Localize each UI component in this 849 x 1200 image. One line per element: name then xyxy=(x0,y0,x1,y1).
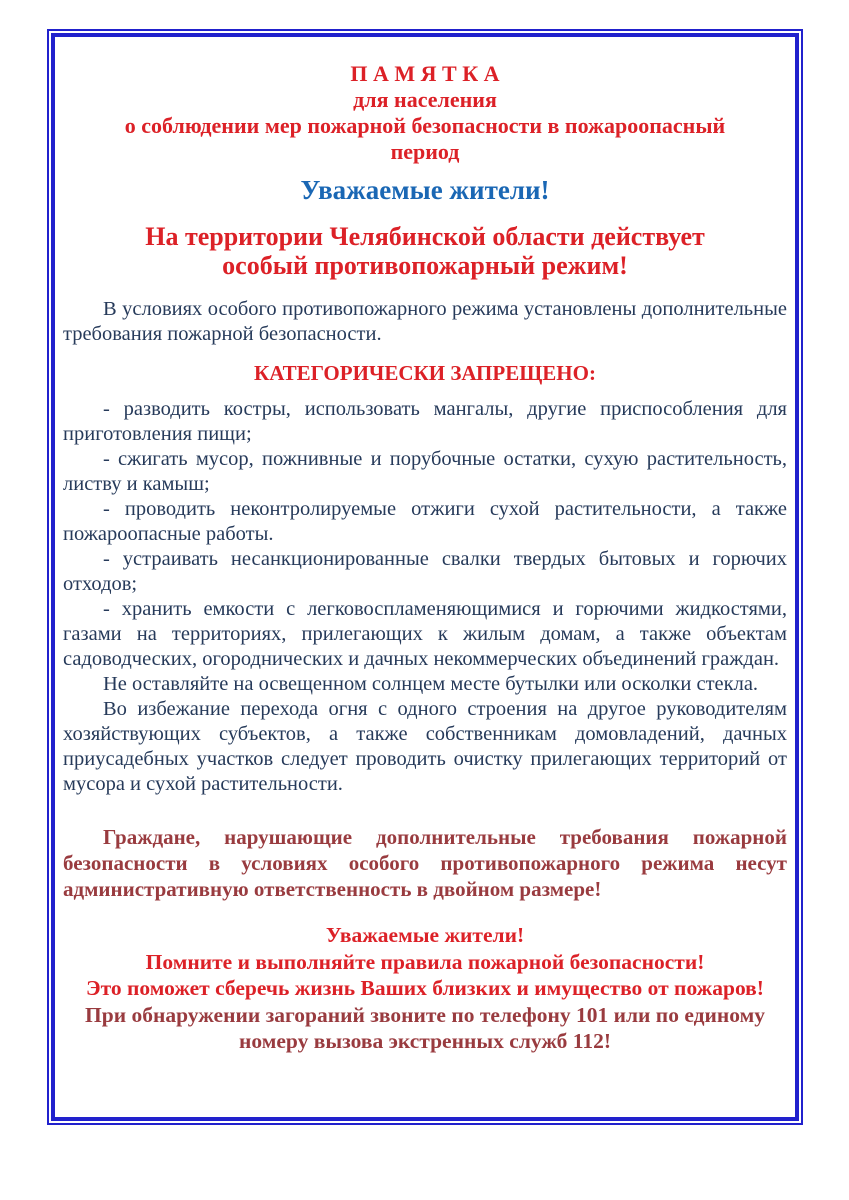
doc-subtitle-topic: о соблюдении мер пожарной безопасности в пожароопасный xyxy=(124,113,726,138)
prohibited-list xyxy=(63,397,787,672)
intro-paragraph: В условиях особого противопожарного режима установлены дополнительные требования пожарной безопасности. xyxy=(63,298,787,345)
liability-warning-paragraph: Граждане, нарушающие дополнительные требования пожарной безопасности в условиях особого противопожарного режима несут административную ответственность в двойном размере! xyxy=(63,825,787,901)
footer-save-lives: Это поможет сберечь жизнь Ваших близких и имущество от пожаров! xyxy=(86,976,764,1000)
greeting-heading: Уважаемые жители! xyxy=(300,175,550,205)
prohibited-item-burnoffs: - проводить неконтролируемые отжиги сухой растительности, а также пожароопасные работы. xyxy=(63,498,787,545)
prohibited-item-bonfires: - разводить костры, использовать мангалы, другие приспособления для приготовления пищи; xyxy=(63,398,787,445)
regime-alert-heading xyxy=(63,222,787,280)
prohibited-item-burning-trash: - сжигать мусор, пожнивные и порубочные остатки, сухую растительность, листву и камыш; xyxy=(63,448,787,495)
prohibited-item-flammable-storage: - хранить емкости с легковоспламеняющимися и горючими жидкостями, газами на территориях, прилегающих к жилым домам, а также объектам садоводческих, огороднических и дачных некоммерческих объединений граждан. xyxy=(63,598,787,670)
prohibited-heading: КАТЕГОРИЧЕСКИ ЗАПРЕЩЕНО: xyxy=(254,361,596,385)
prohibited-item-dumps: - устраивать несанкционированные свалки твердых бытовых и горючих отходов; xyxy=(63,548,787,595)
doc-title: П А М Я Т К А xyxy=(350,61,500,86)
page-border-outer xyxy=(47,29,803,1125)
footer-block xyxy=(63,922,787,1055)
doc-subtitle-topic-cont: период xyxy=(390,139,460,164)
advice-cleanup-paragraph: Во избежание перехода огня с одного строения на другое руководителям хозяйствующих субъектов, а также собственникам домовладений, дачных приусадебных участков следует проводить очистку прилегающих территорий от мусора и сухой растительности. xyxy=(63,698,787,795)
doc-subtitle-audience: для населения xyxy=(353,87,497,112)
regime-alert-line-2: особый противопожарный режим! xyxy=(222,251,628,280)
footer-remember-rules: Помните и выполняйте правила пожарной безопасности! xyxy=(145,949,705,974)
advice-glass-paragraph: Не оставляйте на освещенном солнцем месте бутылки или осколки стекла. xyxy=(103,673,759,695)
footer-greeting: Уважаемые жители! xyxy=(325,923,525,947)
document-content xyxy=(55,37,795,1117)
regime-alert-line-1: На территории Челябинской области действует xyxy=(145,222,705,251)
footer-emergency-numbers: При обнаружении загораний звоните по телефону 101 или по единому номеру вызова экстренных служб 112! xyxy=(85,1002,765,1053)
page-border-inner xyxy=(51,33,799,1121)
title-block xyxy=(63,61,787,165)
